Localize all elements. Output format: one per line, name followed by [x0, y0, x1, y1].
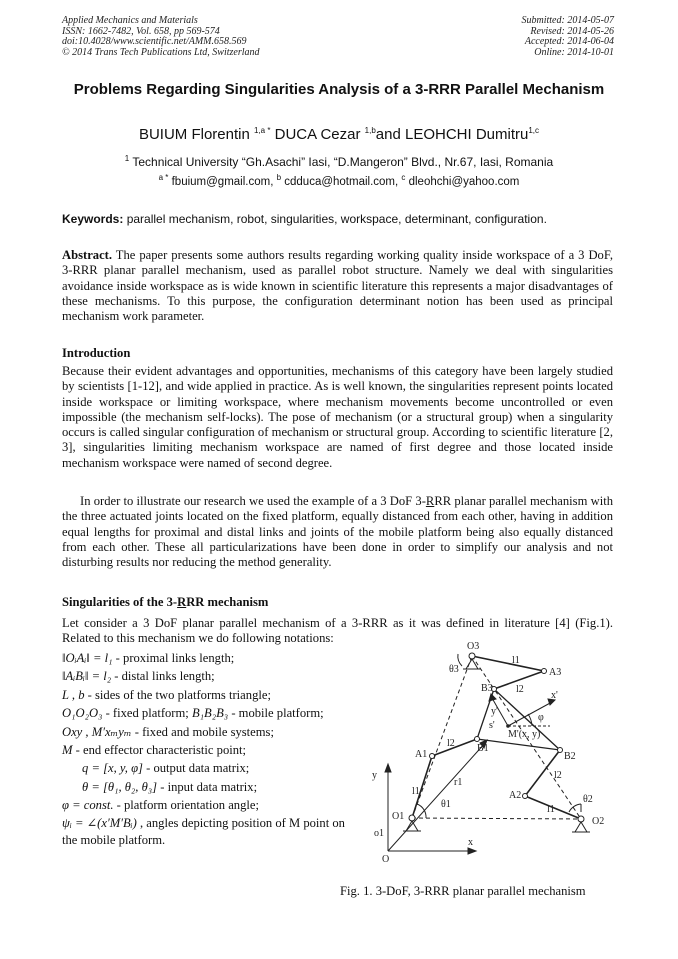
notation-symbol: M [62, 743, 73, 758]
phi-arc [528, 714, 532, 726]
notation-desc: - sides of the two platforms triangle; [84, 687, 271, 702]
figure-caption: Fig. 1. 3-DoF, 3-RRR planar parallel mechanism [340, 884, 586, 898]
intro-paragraph-1: Because their evident advantages and opportunities, mechanisms of this category have been largely studied by scientists [1-12], and wide applied in practice. As is well known, the singularities represent points located inside workspace or limiting workspace, where mechanism movements become uncontrolled or even impossible (the mechanism self-locks). The pose of mechanism (or a structural group) when a singularity occurs is called singular configuration of mechanism or structural group. According to scientific literature [2, 3], singularities limiting mechanism workspace are named of first degree and those located inside mechanism workspace were named of second degree. [62, 364, 613, 470]
sing-heading-b: RR mechanism [186, 595, 269, 609]
author-emails [62, 173, 616, 188]
label-M: M'(x, y) [508, 729, 541, 740]
author-1: BUIUM Florentin [138, 126, 254, 143]
keywords-label: Keywords: [62, 212, 124, 226]
joint-B1 [475, 737, 480, 742]
sing-p1: Let consider a 3 DoF planar parallel mechanism of a 3-RRR as it was defined in literature [4] (Fig.1). Related to this mechanism we do following notations: [62, 616, 613, 646]
notation-symbol: L , b [62, 687, 85, 702]
email-a[interactable]: fbuium@gmail.com, [168, 176, 277, 188]
publication-dates [522, 16, 615, 58]
affiliation-text: Technical University “Gh.Asachi” Iasi, “D.Mangeron” Blvd., Nr.67, Iasi, Romania [129, 155, 554, 169]
notations-list [62, 649, 362, 849]
label-phi: φ [538, 712, 544, 723]
notation-item [62, 741, 362, 759]
abstract [62, 248, 613, 324]
notation-desc: - input data matrix; [157, 779, 258, 794]
label-B1: B1 [477, 743, 489, 754]
label-O3: O3 [467, 641, 480, 652]
keywords-text: parallel mechanism, robot, singularities, workspace, determinant, configuration. [123, 212, 547, 226]
notation-desc: - fixed platform; [102, 706, 192, 721]
sing-heading-underlined: R [177, 595, 187, 609]
author-2-sup: 1,b [364, 126, 376, 135]
label-origin: O [382, 854, 390, 865]
section-heading-introduction: Introduction [62, 346, 131, 360]
proximal-link-3 [472, 656, 544, 671]
email-a-sup: a * [158, 173, 169, 183]
date-online: Online: 2014-10-01 [534, 46, 614, 58]
notation-symbol: ψᵢ = ∠(x′M′Bᵢ) [62, 815, 137, 830]
label-x-axis: x [468, 837, 473, 848]
joint-B2 [558, 748, 563, 753]
notation-item [62, 815, 362, 849]
label-l2-top: l2 [516, 684, 524, 695]
point-M [506, 724, 510, 728]
label-B3: B3 [481, 683, 493, 694]
label-theta3: θ3 [449, 664, 459, 675]
intro-p2-underlined: R [425, 494, 435, 508]
notation-item [62, 759, 362, 777]
label-r1: r1 [454, 777, 463, 788]
label-A1: A1 [415, 749, 428, 760]
intro-p2-a: In order to illustrate our research we used the example of a 3 DoF 3- [80, 494, 426, 508]
intro-paragraph-2 [62, 494, 613, 570]
notation-symbol: q = [x, y, φ] [82, 761, 143, 776]
label-A3: A3 [549, 667, 562, 678]
label-l1-right: l1 [547, 804, 555, 815]
author-and: and [375, 126, 405, 143]
y-prime-arrow [489, 694, 496, 701]
notation-symbol: θ = [θ₁, θ₂, θ₃] [82, 779, 158, 794]
section-heading-singularities [62, 595, 268, 610]
notation-symbol: ‖AᵢBᵢ‖ = l₂ [62, 669, 112, 684]
label-l1-top: l1 [512, 655, 520, 666]
paper-title: Problems Regarding Singularities Analysis of a 3-RRR Parallel Mechanism [73, 81, 605, 98]
label-y-axis: y [372, 770, 377, 781]
date-revised: Revised: 2014-05-26 [530, 25, 614, 37]
label-O1: O1 [392, 811, 405, 822]
notation-symbol: Oxy , M′xₘyₘ [62, 724, 132, 739]
notation-desc: - proximal links length; [112, 651, 235, 665]
notation-desc: - end effector characteristic point; [72, 743, 247, 758]
theta1-arc [417, 804, 426, 818]
intro-p2-b: RR planar parallel mechanism with the three actuated joints located on the fixed platform, equally distanced from each other, having in addition equal lengths for proximal and distal links and joints of the mobile platform being also equally distanced from each other. These all particularizations have been done in order to simplify our analysis and not disturbing results nor reducing the method generality. [62, 494, 613, 570]
mechanism-figure [360, 636, 620, 868]
support-O2 [575, 822, 587, 832]
notation-item [62, 649, 362, 667]
notation-desc: - output data matrix; [142, 761, 250, 776]
abstract-label: Abstract. [62, 248, 113, 262]
journal-name: Applied Mechanics and Materials [62, 15, 198, 26]
sing-heading-a: Singularities of the 3- [62, 595, 178, 609]
notation-symbol-2: B₁B₂B₃ [191, 706, 229, 721]
label-x-prime: x' [551, 690, 558, 701]
label-B2: B2 [564, 751, 576, 762]
date-accepted: Accepted: 2014-06-04 [524, 36, 614, 47]
r1-vector [388, 742, 486, 851]
label-l1-left: l1 [412, 786, 420, 797]
date-submitted: Submitted: 2014-05-07 [521, 15, 614, 26]
journal-copyright: © 2014 Trans Tech Publications Ltd, Switzerland [62, 46, 260, 58]
notation-symbol: ‖OᵢAᵢ‖ = l₁ [62, 651, 113, 665]
support-O3 [466, 659, 478, 669]
affiliation [62, 155, 616, 169]
x-axis-arrow [468, 848, 476, 854]
joint-A2 [523, 794, 528, 799]
notation-symbol: φ = const. [62, 798, 114, 813]
author-list [62, 126, 616, 143]
author-1-sup: 1,a * [254, 126, 271, 135]
notation-item [62, 778, 362, 796]
label-A2: A2 [509, 790, 522, 801]
journal-doi: doi:10.4028/www.scientific.net/AMM.658.569 [62, 36, 247, 47]
journal-info [62, 16, 260, 58]
notation-symbol: O₁O₂O₃ [62, 706, 103, 721]
keywords [62, 212, 622, 226]
label-l2-left: l2 [447, 738, 455, 749]
email-c-sup: c [401, 173, 406, 183]
fixed-platform-edge [412, 656, 472, 818]
author-3-sup: 1,c [528, 126, 540, 135]
notation-desc: - platform orientation angle; [113, 798, 259, 813]
label-l2-right: l2 [554, 770, 562, 781]
author-3: LEOHCHI Dumitru [405, 126, 529, 143]
notation-item [62, 796, 362, 814]
label-o1: o1 [374, 828, 384, 839]
journal-issn: ISSN: 1662-7482, Vol. 658, pp 569-574 [62, 25, 220, 37]
email-b[interactable]: cdduca@hotmail.com, [281, 176, 402, 188]
notation-desc: , angles depicting position of M point on the mobile platform. [62, 815, 345, 847]
affiliation-sup: 1 [124, 154, 130, 163]
notation-item [62, 686, 362, 704]
label-O2: O2 [592, 816, 605, 827]
notation-desc-2: - mobile platform; [228, 706, 324, 721]
abstract-text: The paper presents some authors results regarding working quality inside workspace of a 3 DoF, 3-RRR planar parallel mechanism, used as parallel robot structure. Namely we deal with singularities avoidance inside workspace as is wide known in scientific literature this represents a major disadvantages of these mechanisms. To this purpose, the configuration determinant notion has been used as principal mechanism work parameter. [62, 248, 613, 324]
notation-desc: - fixed and mobile systems; [131, 724, 274, 739]
notation-item [62, 704, 362, 722]
email-c[interactable]: dleohchi@yahoo.com [405, 176, 520, 188]
joint-A1 [430, 754, 435, 759]
email-b-sup: b [276, 173, 282, 183]
label-theta2: θ2 [583, 794, 593, 805]
y-axis-arrow [385, 764, 391, 772]
label-y-prime: y' [491, 706, 498, 717]
notation-item [62, 667, 362, 685]
joint-A3 [542, 669, 547, 674]
label-s-prime: s' [489, 720, 495, 731]
fixed-platform-edge [412, 818, 581, 819]
label-theta1: θ1 [441, 799, 451, 810]
notation-item [62, 723, 362, 741]
notation-desc: - distal links length; [111, 669, 215, 684]
author-2: DUCA Cezar [270, 126, 365, 143]
